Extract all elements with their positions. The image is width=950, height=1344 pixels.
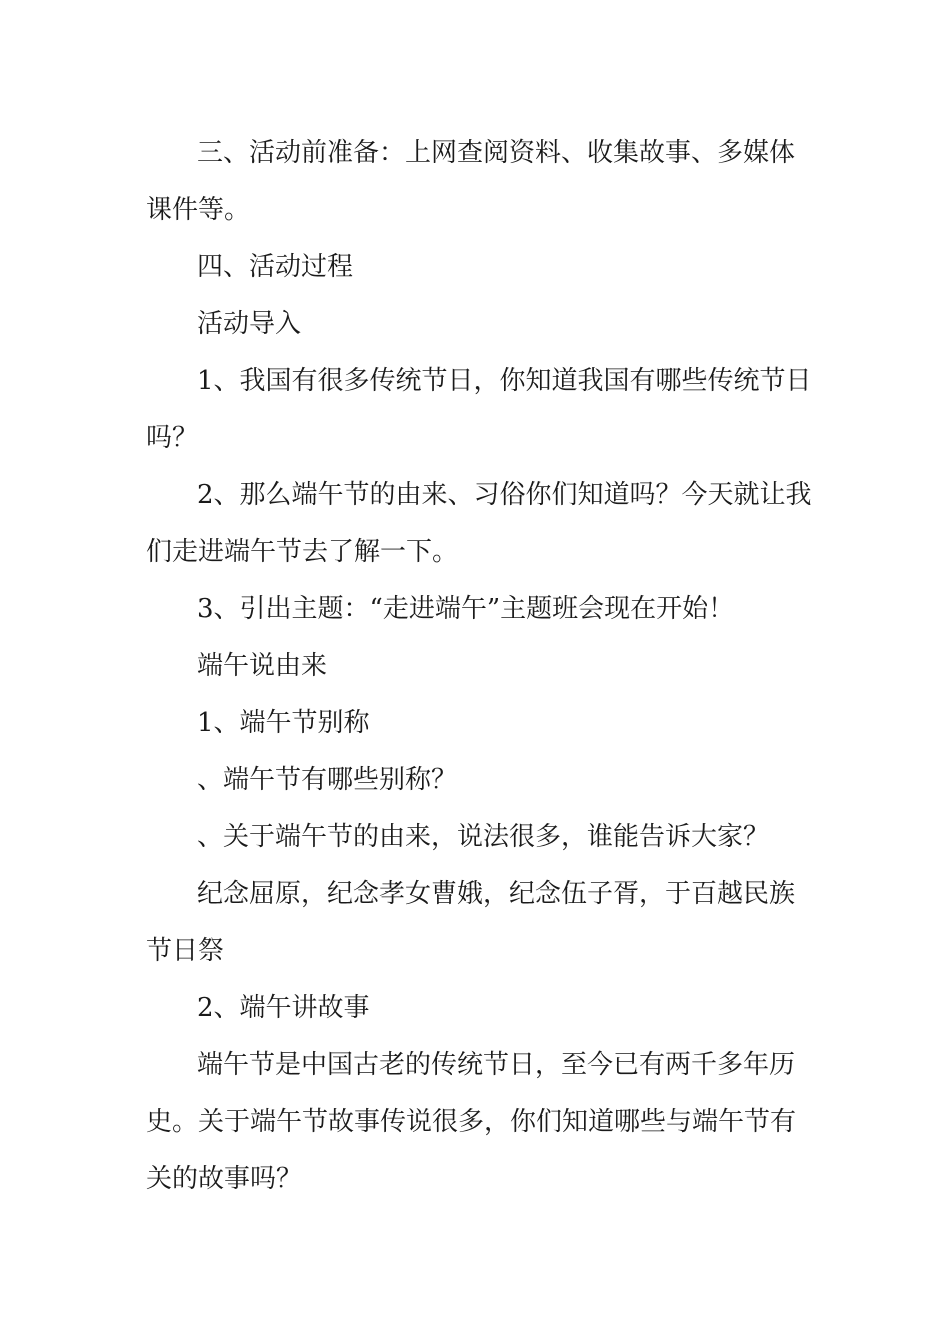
paragraph-theme: 3、引出主题：“走进端午”主题班会现在开始！ (197, 594, 735, 624)
heading-activity-intro: 活动导入 (197, 309, 302, 339)
paragraph-question-1-cont: 吗？ (146, 423, 199, 453)
heading-activity-process: 四、活动过程 (197, 252, 354, 282)
paragraph-preparation: 三、活动前准备：上网查阅资料、收集故事、多媒体 (197, 138, 796, 168)
paragraph-preparation-cont: 课件等。 (146, 195, 251, 225)
heading-stories: 2、端午讲故事 (197, 993, 370, 1023)
paragraph-question-2-cont: 们走进端午节去了解一下。 (146, 537, 459, 567)
paragraph-stories: 端午节是中国古老的传统节日，至今已有两千多年历 (197, 1050, 796, 1080)
paragraph-question-1: 1、我国有很多传统节日，你知道我国有哪些传统节日 (197, 366, 812, 396)
paragraph-commemorate: 纪念屈原，纪念孝女曹娥，纪念伍子胥，于百越民族 (197, 879, 796, 909)
heading-origin: 端午说由来 (197, 651, 328, 681)
paragraph-origin-question: 、关于端午节的由来，说法很多，谁能告诉大家？ (197, 822, 770, 852)
paragraph-commemorate-cont: 节日祭 (146, 936, 225, 966)
paragraph-stories-cont-1: 史。关于端午节故事传说很多，你们知道哪些与端午节有 (146, 1107, 797, 1137)
paragraph-alias-question: 、端午节有哪些别称？ (197, 765, 458, 795)
paragraph-stories-cont-2: 关的故事吗？ (146, 1164, 303, 1194)
heading-alias: 1、端午节别称 (197, 708, 370, 738)
paragraph-question-2: 2、那么端午节的由来、习俗你们知道吗？今天就让我 (197, 480, 812, 510)
